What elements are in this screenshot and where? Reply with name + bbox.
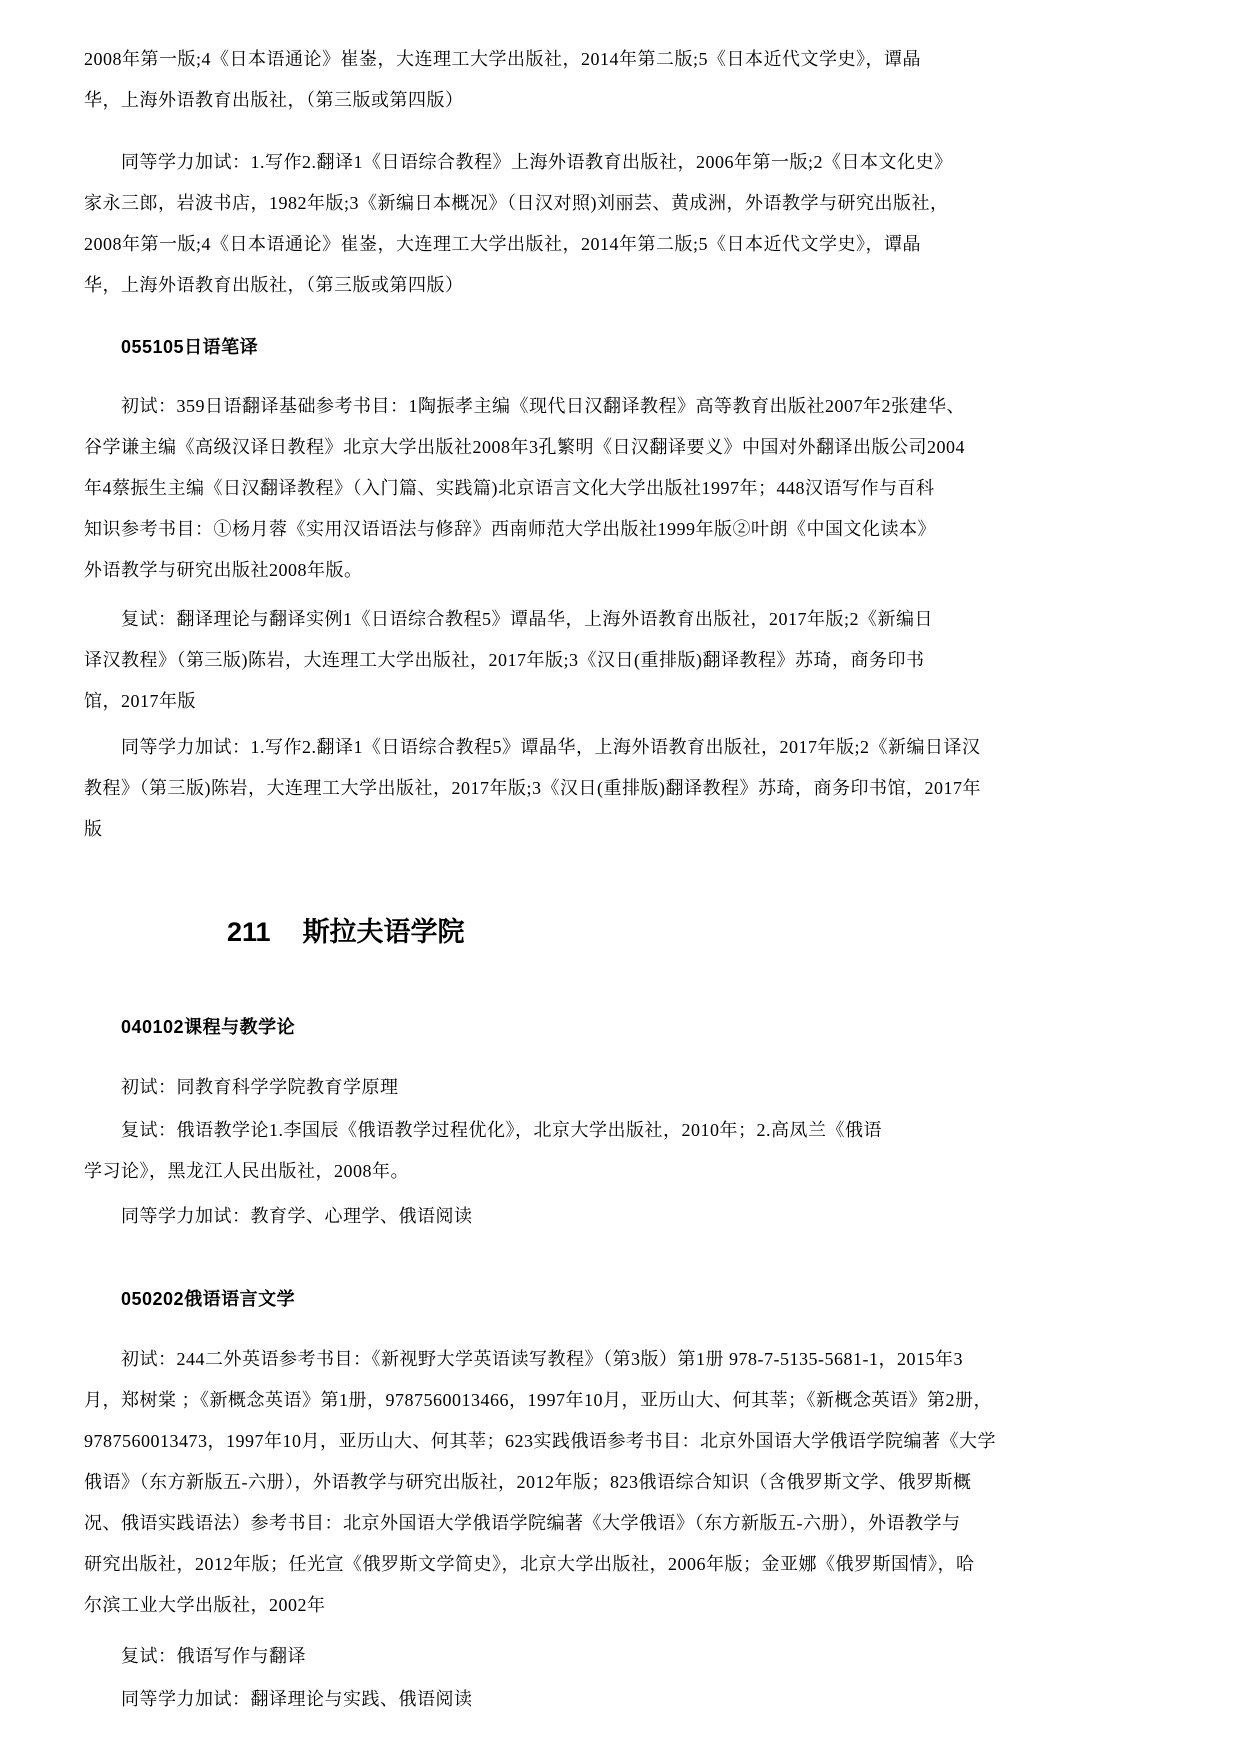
text-line: 2008年第一版;4《日本语通论》崔崟，大连理工大学出版社，2014年第二版;5《日本近代文学史》，谭晶 [84, 49, 921, 69]
paragraph-tongdengxueli [84, 1196, 1161, 1237]
paragraph-chushi [84, 1339, 1161, 1626]
section-heading-050202: 050202俄语语言文学 [121, 1289, 296, 1309]
section-heading-055105: 055105日语笔译 [121, 337, 259, 357]
text-line: 外语教学与研究出版社2008年版。 [84, 560, 363, 580]
paragraph-fushi [84, 1110, 1161, 1192]
text-line: 同等学力加试：翻译理论与实践、俄语阅读 [121, 1689, 473, 1709]
section-heading-040102: 040102课程与教学论 [121, 1017, 296, 1037]
chapter-number: 211 [227, 917, 271, 947]
paragraph-fushi [84, 1636, 1161, 1677]
text-line: 月，郑树棠 ；《新概念英语》第1册，9787560013466，1997年10月，亚历山大、何其莘；《新概念英语》第2册， [84, 1390, 992, 1410]
paragraph-tongdengxueli [84, 142, 1161, 306]
paragraph-tongdengxueli [84, 727, 1161, 850]
text-line: 况、俄语实践语法）参考书目：北京外国语大学俄语学院编著《大学俄语》（东方新版五-六册），外语教学与 [84, 1513, 961, 1533]
paragraph-tongdengxueli [84, 1679, 1161, 1720]
text-line: 同等学力加试：1.写作2.翻译1《日语综合教程5》谭晶华，上海外语教育出版社，2017年版;2《新编日译汉 [121, 737, 981, 757]
text-line: 知识参考书目：①杨月蓉《实用汉语语法与修辞》西南师范大学出版社1999年版②叶朗《中国文化读本》 [84, 519, 936, 539]
text-line: 译汉教程》（第三版)陈岩，大连理工大学出版社，2017年版;3《汉日(重排版)翻译教程》苏琦，商务印书 [84, 650, 925, 670]
text-line: 俄语》（东方新版五-六册），外语教学与研究出版社，2012年版；823俄语综合知识（含俄罗斯文学、俄罗斯概 [84, 1472, 972, 1492]
text-line: 同等学力加试：教育学、心理学、俄语阅读 [121, 1206, 473, 1226]
text-line: 初试：同教育科学学院教育学原理 [121, 1077, 399, 1097]
text-line: 华，上海外语教育出版社，（第三版或第四版） [84, 275, 464, 295]
text-line: 谷学谦主编《高级汉译日教程》北京大学出版社2008年3孔繁明《日汉翻译要义》中国对外翻译出版公司2004 [84, 437, 965, 457]
paragraph-booklist-continuation [84, 39, 1161, 121]
text-line: 复试：俄语教学论1.李国辰《俄语教学过程优化》，北京大学出版社，2010年；2.高凤兰《俄语 [121, 1120, 882, 1140]
text-line: 复试：俄语写作与翻译 [121, 1646, 306, 1666]
text-line: 馆，2017年版 [84, 691, 196, 711]
text-line: 学习论》，黑龙江人民出版社，2008年。 [84, 1161, 409, 1181]
text-line: 教程》（第三版)陈岩，大连理工大学出版社，2017年版;3《汉日(重排版)翻译教程》苏琦，商务印书馆，2017年 [84, 778, 981, 798]
chapter-heading [84, 905, 1161, 960]
chapter-title: 斯拉夫语学院 [302, 917, 465, 947]
text-line: 2008年第一版;4《日本语通论》崔崟，大连理工大学出版社，2014年第二版;5《日本近代文学史》，谭晶 [84, 234, 921, 254]
text-line: 研究出版社，2012年版；任光宣《俄罗斯文学简史》，北京大学出版社，2006年版；金亚娜《俄罗斯国情》，哈 [84, 1554, 975, 1574]
text-line: 同等学力加试：1.写作2.翻译1《日语综合教程》上海外语教育出版社，2006年第一版;2《日本文化史》 [121, 152, 953, 172]
text-line: 年4蔡振生主编《日汉翻译教程》（入门篇、实践篇)北京语言文化大学出版社1997年；448汉语写作与百科 [84, 478, 935, 498]
paragraph-fushi [84, 599, 1161, 722]
paragraph-chushi [84, 1067, 1161, 1108]
text-line: 尔滨工业大学出版社，2002年 [84, 1595, 326, 1615]
text-line: 版 [84, 819, 103, 839]
text-line: 9787560013473，1997年10月，亚历山大、何其莘；623实践俄语参考书目：北京外国语大学俄语学院编著《大学 [84, 1431, 996, 1451]
text-line: 初试：244二外英语参考书目：《新视野大学英语读写教程》（第3版）第1册 978-7-5135-5681-1，2015年3 [121, 1349, 963, 1369]
text-line: 华，上海外语教育出版社，（第三版或第四版） [84, 90, 464, 110]
text-line: 家永三郎，岩波书店，1982年版;3《新编日本概况》（日汉对照)刘丽芸、黄成洲，外语教学与研究出版社， [84, 193, 949, 213]
text-line: 复试：翻译理论与翻译实例1《日语综合教程5》谭晶华，上海外语教育出版社，2017年版;2《新编日 [121, 609, 933, 629]
paragraph-chushi [84, 386, 1161, 591]
text-line: 初试：359日语翻译基础参考书目：1陶振孝主编《现代日汉翻译教程》高等教育出版社2007年2张建华、 [121, 396, 965, 416]
